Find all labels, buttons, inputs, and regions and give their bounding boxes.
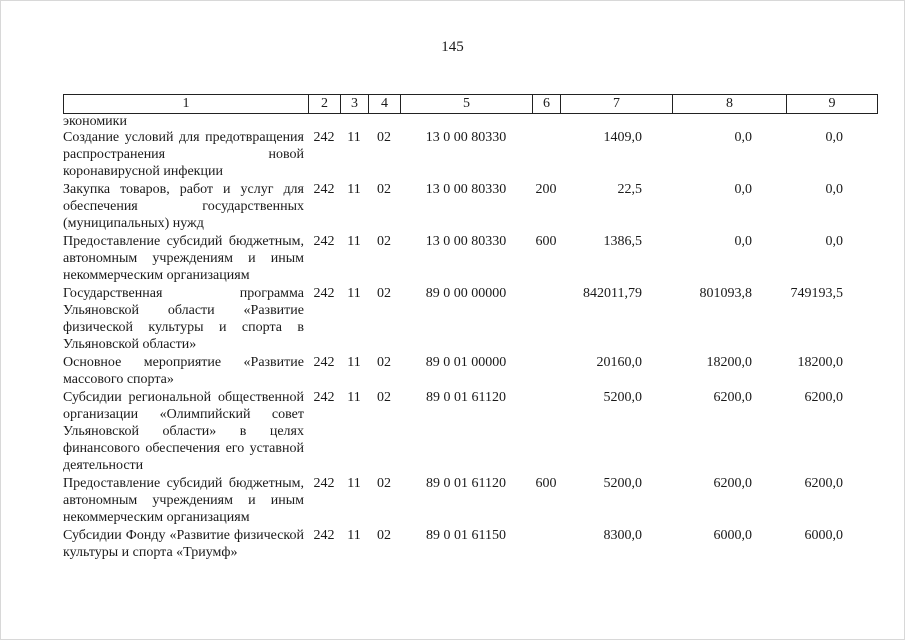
col5-code: 13 0 00 80330 [425, 182, 507, 197]
table-row [63, 475, 877, 527]
col9-amount: 749193,5 [790, 286, 843, 301]
col3-value: 11 [347, 286, 361, 301]
col5-code: 89 0 01 61120 [426, 390, 506, 405]
col6-value [532, 354, 560, 389]
col9-amount: 18200,0 [797, 355, 843, 370]
col7-amount: 1409,0 [603, 130, 642, 145]
col2-value: 242 [313, 355, 335, 370]
row-name: Субсидии региональной общественной организации «Олимпийский совет Ульяновской области» в целях финансового обеспечения его уставной деятельности [63, 390, 304, 473]
col3-value: 11 [347, 390, 361, 405]
col8-amount: 6200,0 [713, 476, 752, 491]
col7-amount: 5200,0 [603, 476, 642, 491]
col9-amount: 0,0 [825, 234, 843, 249]
col6-value [532, 389, 560, 475]
table-row [63, 181, 877, 233]
col3-value: 11 [347, 528, 361, 543]
col9-amount: 0,0 [825, 130, 843, 145]
col5-code: 89 0 01 00000 [425, 355, 507, 370]
col4-value: 02 [377, 130, 391, 145]
carryover-text: экономики [63, 114, 127, 129]
col2-value: 242 [313, 234, 335, 249]
col7-amount: 842011,79 [583, 286, 642, 301]
table-row [63, 285, 877, 354]
col3-value: 11 [347, 130, 361, 145]
col4-value: 02 [377, 528, 391, 543]
row-name: Субсидии Фонду «Развитие физической культуры и спорта «Триумф» [63, 528, 304, 560]
col9-amount: 0,0 [825, 182, 843, 197]
column-header: 2 [309, 95, 341, 114]
col2-value: 242 [313, 476, 335, 491]
budget-table [63, 114, 877, 562]
col3-value: 11 [347, 182, 361, 197]
col2-value: 242 [313, 390, 335, 405]
col9-amount: 6200,0 [804, 476, 843, 491]
column-header: 8 [673, 95, 787, 114]
row-name: Создание условий для предотвращения распространения новой коронавирусной инфекции [63, 130, 304, 179]
col6-value: 600 [535, 234, 557, 249]
page-number: 145 [441, 39, 464, 55]
row-name: Предоставление субсидий бюджетным, автономным учреждениям и иным некоммерческим организациям [63, 476, 304, 525]
col3-value: 11 [347, 355, 361, 370]
col4-value: 02 [377, 234, 391, 249]
col5-code: 89 0 01 61150 [426, 528, 506, 543]
col8-amount: 0,0 [734, 130, 752, 145]
col2-value: 242 [313, 286, 335, 301]
table-row [63, 129, 877, 181]
col9-amount: 6200,0 [804, 390, 843, 405]
col4-value: 02 [377, 182, 391, 197]
column-header: 4 [369, 95, 401, 114]
column-header: 9 [787, 95, 878, 114]
column-header: 6 [533, 95, 561, 114]
col5-code: 89 0 01 61120 [426, 476, 506, 491]
col8-amount: 6200,0 [713, 390, 752, 405]
column-header: 3 [341, 95, 369, 114]
col8-amount: 18200,0 [706, 355, 752, 370]
col8-amount: 0,0 [734, 182, 752, 197]
col9-amount: 6000,0 [804, 528, 843, 543]
col6-value [532, 527, 560, 562]
col4-value: 02 [377, 286, 391, 301]
col8-amount: 801093,8 [699, 286, 752, 301]
col7-amount: 20160,0 [596, 355, 642, 370]
col2-value: 242 [313, 130, 335, 145]
column-header-table [63, 94, 878, 114]
col5-code: 13 0 00 80330 [425, 130, 507, 145]
row-name: Государственная программа Ульяновской области «Развитие физической культуры и спорта в Ульяновской области» [63, 286, 304, 352]
col5-code: 89 0 00 00000 [425, 286, 507, 301]
col3-value: 11 [347, 234, 361, 249]
col4-value: 02 [377, 355, 391, 370]
table-row [63, 389, 877, 475]
row-name: Предоставление субсидий бюджетным, автономным учреждениям и иным некоммерческим организациям [63, 234, 304, 283]
col8-amount: 0,0 [734, 234, 752, 249]
col2-value: 242 [313, 528, 335, 543]
row-name: Основное мероприятие «Развитие массового спорта» [63, 355, 304, 387]
column-header-row [64, 95, 878, 114]
col6-value: 600 [535, 476, 557, 491]
col6-value [532, 129, 560, 181]
col8-amount: 6000,0 [713, 528, 752, 543]
col3-value: 11 [347, 476, 361, 491]
col4-value: 02 [377, 476, 391, 491]
column-header: 1 [64, 95, 309, 114]
table-row [63, 354, 877, 389]
col7-amount: 8300,0 [603, 528, 642, 543]
column-header: 5 [401, 95, 533, 114]
col7-amount: 1386,5 [603, 234, 642, 249]
col4-value: 02 [377, 390, 391, 405]
col7-amount: 5200,0 [603, 390, 642, 405]
col2-value: 242 [313, 182, 335, 197]
table-row [63, 527, 877, 562]
column-header: 7 [561, 95, 673, 114]
carryover-row [63, 114, 877, 129]
col6-value [532, 285, 560, 354]
col5-code: 13 0 00 80330 [425, 234, 507, 249]
col7-amount: 22,5 [617, 182, 642, 197]
col6-value: 200 [535, 182, 557, 197]
table-row [63, 233, 877, 285]
row-name: Закупка товаров, работ и услуг для обеспечения государственных (муниципальных) нужд [63, 182, 304, 231]
